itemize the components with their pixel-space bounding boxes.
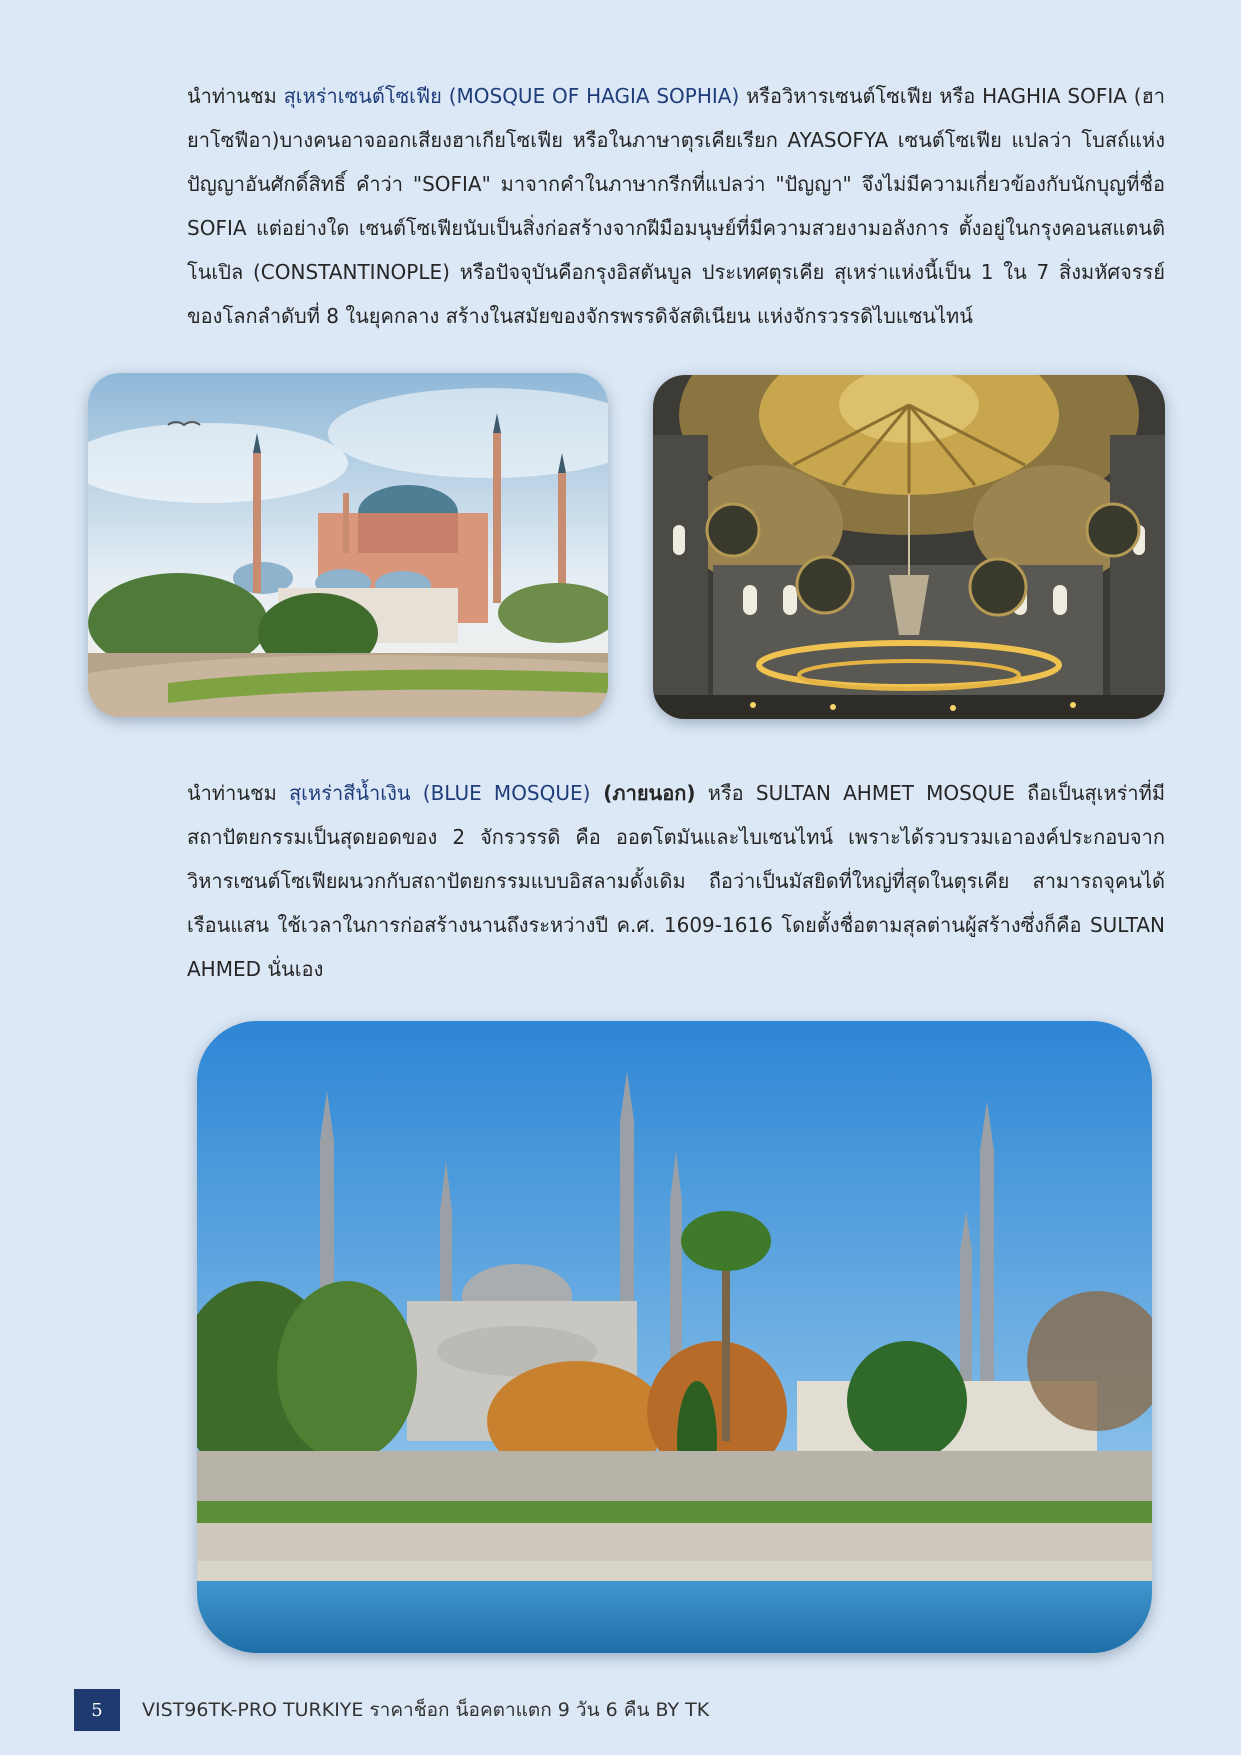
footer-tour-title: VIST96TK-PRO TURKIYE ราคาช็อก น็อคตาแตก 9 วัน 6 คืน BY TK: [142, 1699, 710, 1721]
blue-mosque-photo: [197, 1021, 1152, 1653]
intro-text: นำท่านชม: [187, 781, 289, 805]
intro-text: นำท่านชม: [187, 84, 284, 108]
hagia-sophia-title: สุเหร่าเซนต์โซเฟีย (MOSQUE OF HAGIA SOPHIA): [283, 84, 740, 108]
blue-mosque-title: สุเหร่าสีน้ำเงิน (BLUE MOSQUE): [288, 781, 591, 805]
hagia-sophia-interior-photo: [653, 375, 1165, 719]
hagia-sophia-body: หรือวิหารเซนต์โซเฟีย หรือ HAGHIA SOFIA (ฮายาโซฟีอา)บางคนอาจออกเสียงฮาเกียโซเฟีย หรือในภาษาตุรเคียเรียก AYASOFYA เซนต์โซเฟีย แปลว่า โบสถ์แห่งปัญญาอันศักดิ์สิทธิ์ คำว่า "SOFIA" มาจากคำในภาษากรีกที่แปลว่า "ปัญญา" จึงไม่มีความเกี่ยวข้องกับนักบุญที่ชื่อ SOFIA แต่อย่างใด เซนต์โซเฟียนับเป็นสิ่งก่อสร้างจากฝีมือมนุษย์ที่มีความสวยงามอลังการ ตั้งอยู่ในกรุงคอนสแตนติโนเปิล (CONSTANTINOPLE) หรือปัจจุบันคือกรุงอิสตันบูล ประเทศตุรเคีย สุเหร่าแห่งนี้เป็น 1 ใน 7 สิ่งมหัศจรรย์ของโลกลำดับที่ 8 ในยุคกลาง สร้างในสมัยของจักรพรรดิจัสติเนียน แห่งจักรวรรดิไบแซนไทน์: [187, 84, 1166, 328]
blue-mosque-paragraph: [187, 771, 1165, 991]
page-number-badge: 5: [74, 1689, 120, 1731]
blue-mosque-exterior-note: (ภายนอก): [590, 781, 696, 805]
blue-mosque-body: หรือ SULTAN AHMET MOSQUE ถือเป็นสุเหร่าที่มีสถาปัตยกรรมเป็นสุดยอดของ 2 จักรวรรดิ คือ ออตโตมันและไบเซนไทน์ เพราะได้รวบรวมเอาองค์ประกอบจากวิหารเซนต์โซเฟียผนวกกับสถาปัตยกรรมแบบอิสลามดั้งเดิม ถือว่าเป็นมัสยิดที่ใหญ่ที่สุดในตุรเคีย สามารถจุคนได้เรือนแสน ใช้เวลาในการก่อสร้างนานถึงระหว่างปี ค.ศ. 1609-1616 โดยตั้งชื่อตามสุลต่านผู้สร้างซึ่งก็คือ SULTAN AHMED นั่นเอง: [187, 781, 1165, 981]
hagia-sophia-exterior-photo: [88, 373, 608, 717]
hagia-sophia-paragraph: [187, 74, 1165, 338]
page-footer: [74, 1688, 709, 1732]
